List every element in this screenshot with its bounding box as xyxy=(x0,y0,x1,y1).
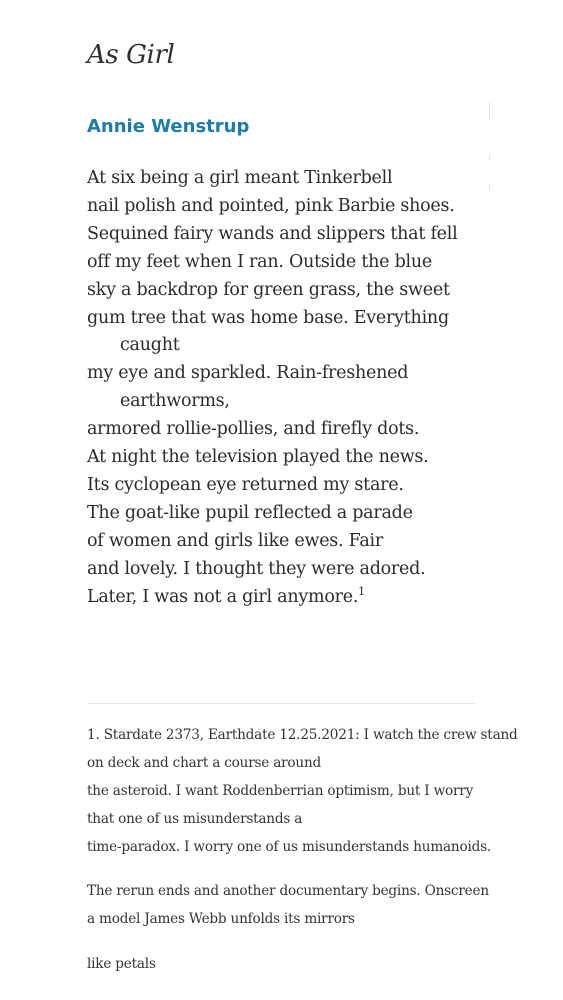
edge-mark xyxy=(489,102,490,121)
poem-line: Sequined fairy wands and slippers that fell xyxy=(87,223,458,244)
footnote-paragraph xyxy=(87,721,518,861)
edge-mark xyxy=(489,184,490,190)
poem-title: As Girl xyxy=(87,40,175,70)
poem-line-continuation: caught xyxy=(120,335,180,356)
footnote-divider xyxy=(87,703,476,704)
footnote-line: the asteroid. I want Roddenberrian optimism, but I worry xyxy=(87,783,474,799)
footnote-line: on deck and chart a course around xyxy=(87,755,322,771)
poem-line: my eye and sparkled. Rain-freshened xyxy=(87,363,409,384)
footnote-line: time-paradox. I worry one of us misunderstands humanoids. xyxy=(87,839,491,855)
footnote-line: 1. Stardate 2373, Earthdate 12.25.2021: I watch the crew stand xyxy=(87,727,518,743)
poem-body xyxy=(87,165,482,612)
footnote-line: The rerun ends and another documentary begins. Onscreen xyxy=(87,883,489,899)
edge-mark xyxy=(489,155,490,161)
poem-line: nail polish and pointed, pink Barbie shoes. xyxy=(87,195,455,216)
footnote-paragraph xyxy=(87,950,477,978)
poem-line: sky a backdrop for green grass, the sweet xyxy=(87,279,450,300)
poem-line: armored rollie-pollies, and firefly dots. xyxy=(87,419,420,440)
footnote-reference[interactable]: 1 xyxy=(358,584,365,598)
poem-line: At six being a girl meant Tinkerbell xyxy=(87,168,393,188)
footnote-line: that one of us misunderstands a xyxy=(87,811,303,827)
footnote-line: like petals xyxy=(87,956,156,972)
poem-line: of women and girls like ewes. Fair xyxy=(87,530,384,551)
footnote-paragraph xyxy=(87,877,489,933)
poem-line-continuation: earthworms, xyxy=(120,391,230,412)
poem-line: At night the television played the news. xyxy=(87,447,429,468)
poem-line: and lovely. I thought they were adored. xyxy=(87,558,426,579)
poem-line: gum tree that was home base. Everything xyxy=(87,307,449,328)
footnotes xyxy=(87,721,518,978)
poem-line: The goat-like pupil reflected a parade xyxy=(87,502,413,523)
poem-line: Its cyclopean eye returned my stare. xyxy=(87,474,404,495)
poem-line: off my feet when I ran. Outside the blue xyxy=(87,251,432,272)
author-name[interactable]: Annie Wenstrup xyxy=(87,116,250,137)
poem-line-text: Later, I was not a girl anymore. xyxy=(87,586,359,607)
poem-line-last xyxy=(87,584,482,612)
footnote-line: a model James Webb unfolds its mirrors xyxy=(87,911,355,927)
